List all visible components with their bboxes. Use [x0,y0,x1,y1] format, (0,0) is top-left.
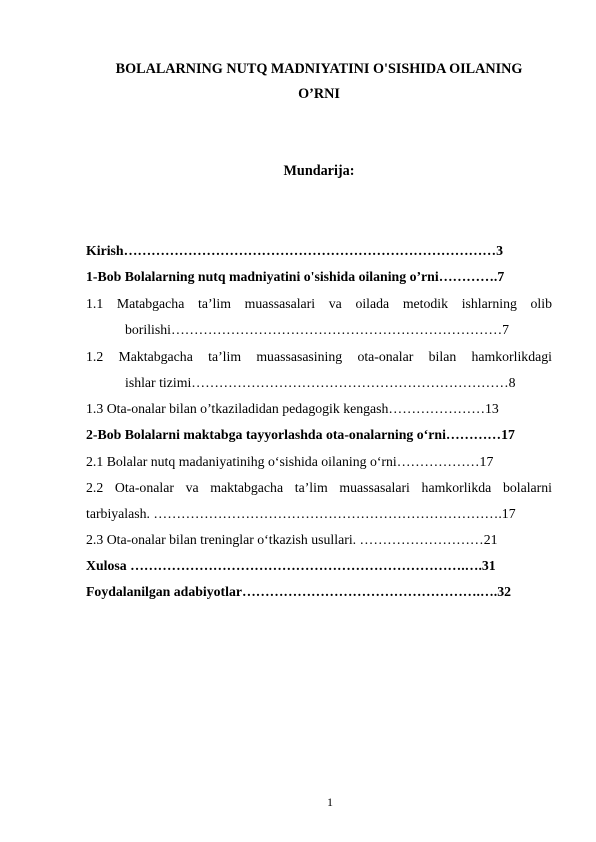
toc-entry-word: Matabgacha [116,296,185,311]
toc-entry-bob1[interactable]: 1-Bob Bolalarning nutq madniyatini o'sishida oilaning o’rni………….7 [86,269,505,284]
toc-entry-1-1[interactable] [86,294,552,314]
page-number: 1 [327,795,333,809]
toc-entry-number: 1.2 [86,349,104,364]
toc-entry-word: muassasalari [244,296,316,311]
toc-entry-2-1[interactable]: 2.1 Bolalar nutq madaniyatinihg o‘sishida oilaning o‘rni………………17 [86,454,494,469]
toc-entry-number: 1.1 [86,296,104,311]
toc-entry-word: ota-onalar [357,349,414,364]
toc-entry-word: metodik [402,296,449,311]
toc-entry-1-3[interactable]: 1.3 Ota-onalar bilan o’tkaziladidan pedagogik kengash…………………13 [86,401,499,416]
title-line-2: O’RNI [298,86,340,102]
title-block [72,57,566,107]
toc-entry-kirish[interactable]: Kirish………………………………………………………………………3 [86,243,503,258]
toc-entry-word: ta’lim [294,480,328,495]
toc-entry-2-3[interactable]: 2.3 Ota-onalar bilan treninglar o‘tkazish usullari. ………………………21 [86,532,498,547]
toc-entry-word: olib [530,296,552,311]
toc-entry-word: hamkorlikdagi [471,349,552,364]
toc-entry-word: bilan [428,349,457,364]
toc-entry-xulosa[interactable]: Xulosa ……………………………………………………………….….31 [86,558,496,573]
contents-heading: Mundarija: [283,163,355,179]
toc-entry-bob2[interactable]: 2-Bob Bolalarni maktabga tayyorlashda ota-onalarning o‘rni…………17 [86,427,515,442]
toc-entry-word: hamkorlikda [421,480,492,495]
toc-entry-2-2[interactable] [86,478,552,498]
toc-entry-1-1-cont[interactable]: borilishi………………………………………………………………7 [125,322,510,337]
toc-entry-word: ishlarning [461,296,517,311]
toc-entry-word: ta’lim [208,349,242,364]
toc-entry-word: va [328,296,342,311]
toc-entry-2-2-cont[interactable]: tarbiyalash. ………………………………………………………………….17 [86,506,516,521]
toc-entry-word: va [185,480,199,495]
toc-entry-word: Ota-onalar [114,480,174,495]
toc-entry-word: oilada [355,296,390,311]
toc-entry-word: maktabgacha [210,480,284,495]
toc-entry-word: ta’lim [197,296,231,311]
toc-entry-word: Maktabgacha [118,349,193,364]
toc-entry-1-2[interactable] [86,347,552,367]
toc-entry-word: bolalarni [502,480,552,495]
toc-entry-word: muassasalari [339,480,410,495]
toc-entry-1-2-cont[interactable]: ishlar tizimi……………………………………………………………8 [125,375,516,390]
title-line-1: BOLALARNING NUTQ MADNIYATINI O'SISHIDA OILANING [115,61,523,77]
toc-entry-word: muassasasining [256,349,343,364]
toc-entry-number: 2.2 [86,480,104,495]
toc-entry-adabiyot[interactable]: Foydalanilgan adabiyotlar…………………………………………….….32 [86,584,512,599]
